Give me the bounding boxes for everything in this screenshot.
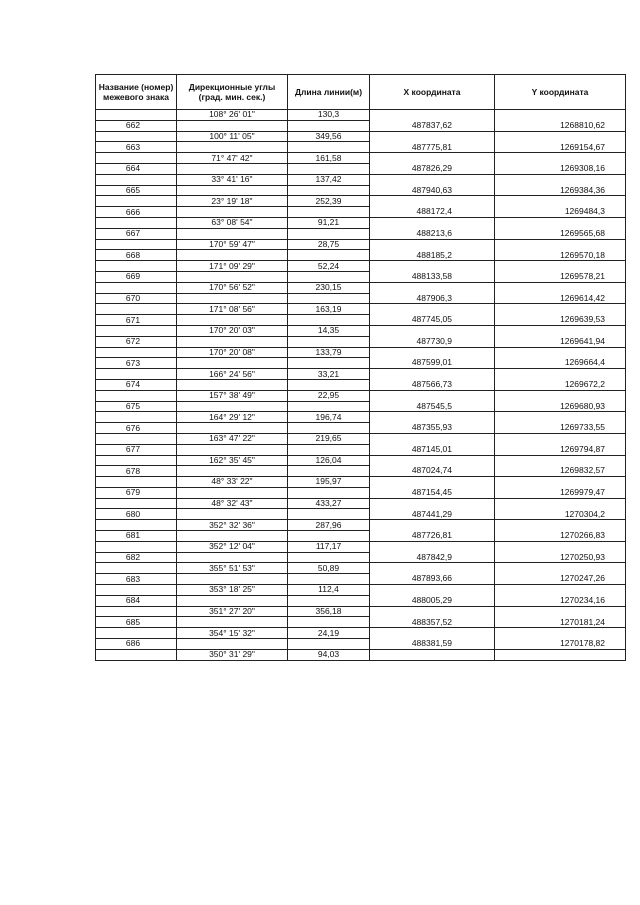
direction-angle-cell: 171° 08' 56" [177, 304, 288, 315]
line-length-cell: 230,15 [288, 282, 370, 293]
marker-row [96, 271, 626, 282]
marker-name-cell: 669 [96, 271, 177, 282]
y-coordinate-cell: 1269832,57 [495, 466, 626, 477]
y-coordinate-cell: 1270234,16 [495, 595, 626, 606]
line-length-cell: 91,21 [288, 217, 370, 228]
y-coordinate-cell: 1269680,93 [495, 401, 626, 412]
x-coordinate-cell: 488213,6 [370, 228, 495, 239]
marker-name-cell: 671 [96, 315, 177, 326]
direction-angle-cell: 170° 56' 52" [177, 282, 288, 293]
segment-row [96, 196, 626, 207]
y-coordinate-cell: 1268810,62 [495, 120, 626, 131]
line-length-cell: 219,65 [288, 433, 370, 444]
segment-row [96, 628, 626, 639]
line-length-cell: 252,39 [288, 196, 370, 207]
y-coordinate-cell: 1269565,68 [495, 228, 626, 239]
marker-row [96, 358, 626, 369]
line-length-cell: 50,89 [288, 563, 370, 574]
y-coordinate-cell: 1269641,94 [495, 336, 626, 347]
line-length-cell: 433,27 [288, 498, 370, 509]
line-length-cell: 33,21 [288, 369, 370, 380]
header-marker-name: Название (номер) межевого знака [96, 75, 177, 110]
line-length-cell: 22,95 [288, 390, 370, 401]
y-coordinate-cell: 1269484,3 [495, 207, 626, 218]
segment-row [96, 412, 626, 423]
x-coordinate-cell: 487154,45 [370, 487, 495, 498]
segment-row [96, 261, 626, 272]
x-coordinate-cell: 487726,81 [370, 531, 495, 542]
segment-row [96, 304, 626, 315]
x-coordinate-cell: 487906,3 [370, 293, 495, 304]
marker-name-cell: 664 [96, 163, 177, 174]
segment-row [96, 606, 626, 617]
y-coordinate-cell: 1269154,67 [495, 142, 626, 153]
x-coordinate-cell: 487024,74 [370, 466, 495, 477]
segment-row [96, 477, 626, 488]
marker-row [96, 163, 626, 174]
direction-angle-cell: 163° 47' 22" [177, 433, 288, 444]
x-coordinate-cell: 487599,01 [370, 358, 495, 369]
line-length-cell: 137,42 [288, 174, 370, 185]
marker-name-cell: 663 [96, 142, 177, 153]
direction-angle-cell: 352° 32' 36" [177, 520, 288, 531]
direction-angle-cell: 33° 41' 16" [177, 174, 288, 185]
x-coordinate-cell: 487441,29 [370, 509, 495, 520]
marker-row [96, 207, 626, 218]
marker-name-cell: 684 [96, 595, 177, 606]
marker-name-cell: 680 [96, 509, 177, 520]
line-length-cell: 196,74 [288, 412, 370, 423]
x-coordinate-cell: 487940,63 [370, 185, 495, 196]
segment-row [96, 239, 626, 250]
segment-row [96, 369, 626, 380]
direction-angle-cell: 351° 27' 20" [177, 606, 288, 617]
marker-row [96, 293, 626, 304]
line-length-cell: 117,17 [288, 541, 370, 552]
segment-row [96, 390, 626, 401]
marker-row [96, 617, 626, 628]
direction-angle-cell: 162° 35' 45" [177, 455, 288, 466]
marker-name-cell: 682 [96, 552, 177, 563]
marker-row [96, 250, 626, 261]
line-length-cell: 52,24 [288, 261, 370, 272]
marker-name-cell: 681 [96, 531, 177, 542]
marker-row [96, 423, 626, 434]
x-coordinate-cell: 488005,29 [370, 595, 495, 606]
direction-angle-cell: 170° 20' 03" [177, 325, 288, 336]
line-length-cell: 94,03 [288, 649, 370, 660]
marker-row [96, 401, 626, 412]
segment-row [96, 282, 626, 293]
marker-row [96, 595, 626, 606]
marker-row [96, 487, 626, 498]
marker-row [96, 531, 626, 542]
direction-angle-cell: 350° 31' 29" [177, 649, 288, 660]
y-coordinate-cell: 1269794,87 [495, 444, 626, 455]
marker-name-cell: 676 [96, 423, 177, 434]
y-coordinate-cell: 1269672,2 [495, 379, 626, 390]
y-coordinate-cell: 1269979,47 [495, 487, 626, 498]
header-line-length: Длина линии(м) [288, 75, 370, 110]
line-length-cell: 126,04 [288, 455, 370, 466]
x-coordinate-cell: 487837,62 [370, 120, 495, 131]
x-coordinate-cell: 488133,58 [370, 271, 495, 282]
line-length-cell: 195,97 [288, 477, 370, 488]
direction-angle-cell: 354° 15' 32" [177, 628, 288, 639]
direction-angle-cell: 71° 47' 42" [177, 153, 288, 164]
y-coordinate-cell: 1269384,36 [495, 185, 626, 196]
marker-name-cell: 665 [96, 185, 177, 196]
line-length-cell: 24,19 [288, 628, 370, 639]
x-coordinate-cell: 487566,73 [370, 379, 495, 390]
segment-row [96, 325, 626, 336]
direction-angle-cell: 100° 11' 05" [177, 131, 288, 142]
marker-row [96, 509, 626, 520]
marker-row [96, 315, 626, 326]
direction-angle-cell: 63° 08' 54" [177, 217, 288, 228]
table-body [96, 110, 626, 661]
direction-angle-cell: 353° 18' 25" [177, 585, 288, 596]
segment-row [96, 520, 626, 531]
segment-row [96, 541, 626, 552]
marker-row [96, 336, 626, 347]
y-coordinate-cell: 1270181,24 [495, 617, 626, 628]
segment-row [96, 649, 626, 660]
direction-angle-cell: 166° 24' 56" [177, 369, 288, 380]
direction-angle-cell: 171° 09' 29" [177, 261, 288, 272]
marker-row [96, 228, 626, 239]
segment-row [96, 455, 626, 466]
marker-name-cell: 683 [96, 574, 177, 585]
marker-row [96, 120, 626, 131]
marker-name-cell: 686 [96, 639, 177, 650]
x-coordinate-cell: 487826,29 [370, 163, 495, 174]
marker-name-cell: 672 [96, 336, 177, 347]
marker-name-cell: 666 [96, 207, 177, 218]
direction-angle-cell: 170° 59' 47" [177, 239, 288, 250]
segment-row [96, 217, 626, 228]
segment-row [96, 433, 626, 444]
y-coordinate-cell: 1269664,4 [495, 358, 626, 369]
line-length-cell: 356,18 [288, 606, 370, 617]
marker-name-cell: 673 [96, 358, 177, 369]
line-length-cell: 14,35 [288, 325, 370, 336]
header-direction-angle: Дирекционные углы (град. мин. сек.) [177, 75, 288, 110]
x-coordinate-cell: 488172,4 [370, 207, 495, 218]
header-x-coordinate: X координата [370, 75, 495, 110]
segment-row [96, 153, 626, 164]
x-coordinate-cell: 487145,01 [370, 444, 495, 455]
direction-angle-cell: 108° 26' 01" [177, 110, 288, 121]
direction-angle-cell: 170° 20' 08" [177, 347, 288, 358]
line-length-cell: 287,96 [288, 520, 370, 531]
y-coordinate-cell: 1269733,55 [495, 423, 626, 434]
line-length-cell: 112,4 [288, 585, 370, 596]
table-header-row [96, 75, 626, 110]
direction-angle-cell: 48° 33' 22" [177, 477, 288, 488]
line-length-cell: 130,3 [288, 110, 370, 121]
marker-row [96, 574, 626, 585]
marker-row [96, 466, 626, 477]
y-coordinate-cell: 1269639,53 [495, 315, 626, 326]
segment-row [96, 110, 626, 121]
line-length-cell: 349,56 [288, 131, 370, 142]
segment-row [96, 563, 626, 574]
marker-row [96, 142, 626, 153]
segment-row [96, 585, 626, 596]
y-coordinate-cell: 1270247,26 [495, 574, 626, 585]
x-coordinate-cell: 487745,05 [370, 315, 495, 326]
marker-name-cell: 662 [96, 120, 177, 131]
line-length-cell: 163,19 [288, 304, 370, 315]
direction-angle-cell: 157° 38' 49" [177, 390, 288, 401]
marker-name-cell: 677 [96, 444, 177, 455]
y-coordinate-cell: 1270250,93 [495, 552, 626, 563]
x-coordinate-cell: 487775,81 [370, 142, 495, 153]
x-coordinate-cell: 487355,93 [370, 423, 495, 434]
marker-name-cell: 675 [96, 401, 177, 412]
marker-name-cell: 670 [96, 293, 177, 304]
direction-angle-cell: 164° 29' 12" [177, 412, 288, 423]
marker-row [96, 552, 626, 563]
direction-angle-cell: 23° 19' 18" [177, 196, 288, 207]
x-coordinate-cell: 488381,59 [370, 639, 495, 650]
marker-name-cell: 674 [96, 379, 177, 390]
direction-angle-cell: 352° 12' 04" [177, 541, 288, 552]
direction-angle-cell: 355° 51' 53" [177, 563, 288, 574]
marker-name-cell: 668 [96, 250, 177, 261]
y-coordinate-cell: 1270304,2 [495, 509, 626, 520]
x-coordinate-cell: 487545,5 [370, 401, 495, 412]
line-length-cell: 28,75 [288, 239, 370, 250]
x-coordinate-cell: 487842,9 [370, 552, 495, 563]
marker-name-cell: 685 [96, 617, 177, 628]
segment-row [96, 174, 626, 185]
x-coordinate-cell: 487893,66 [370, 574, 495, 585]
direction-angle-cell: 48° 32' 43" [177, 498, 288, 509]
line-length-cell: 161,58 [288, 153, 370, 164]
y-coordinate-cell: 1269578,21 [495, 271, 626, 282]
x-coordinate-cell: 488185,2 [370, 250, 495, 261]
marker-name-cell: 679 [96, 487, 177, 498]
marker-row [96, 639, 626, 650]
y-coordinate-cell: 1270266,83 [495, 531, 626, 542]
marker-name-cell: 667 [96, 228, 177, 239]
y-coordinate-cell: 1270178,82 [495, 639, 626, 650]
marker-name-cell: 678 [96, 466, 177, 477]
x-coordinate-cell: 487730,9 [370, 336, 495, 347]
x-coordinate-cell: 488357,52 [370, 617, 495, 628]
marker-row [96, 444, 626, 455]
y-coordinate-cell: 1269308,16 [495, 163, 626, 174]
y-coordinate-cell: 1269570,18 [495, 250, 626, 261]
segment-row [96, 131, 626, 142]
segment-row [96, 498, 626, 509]
header-y-coordinate: Y координата [495, 75, 626, 110]
boundary-coordinates-table [95, 74, 626, 661]
line-length-cell: 133,79 [288, 347, 370, 358]
segment-row [96, 347, 626, 358]
y-coordinate-cell: 1269614,42 [495, 293, 626, 304]
marker-row [96, 379, 626, 390]
marker-row [96, 185, 626, 196]
